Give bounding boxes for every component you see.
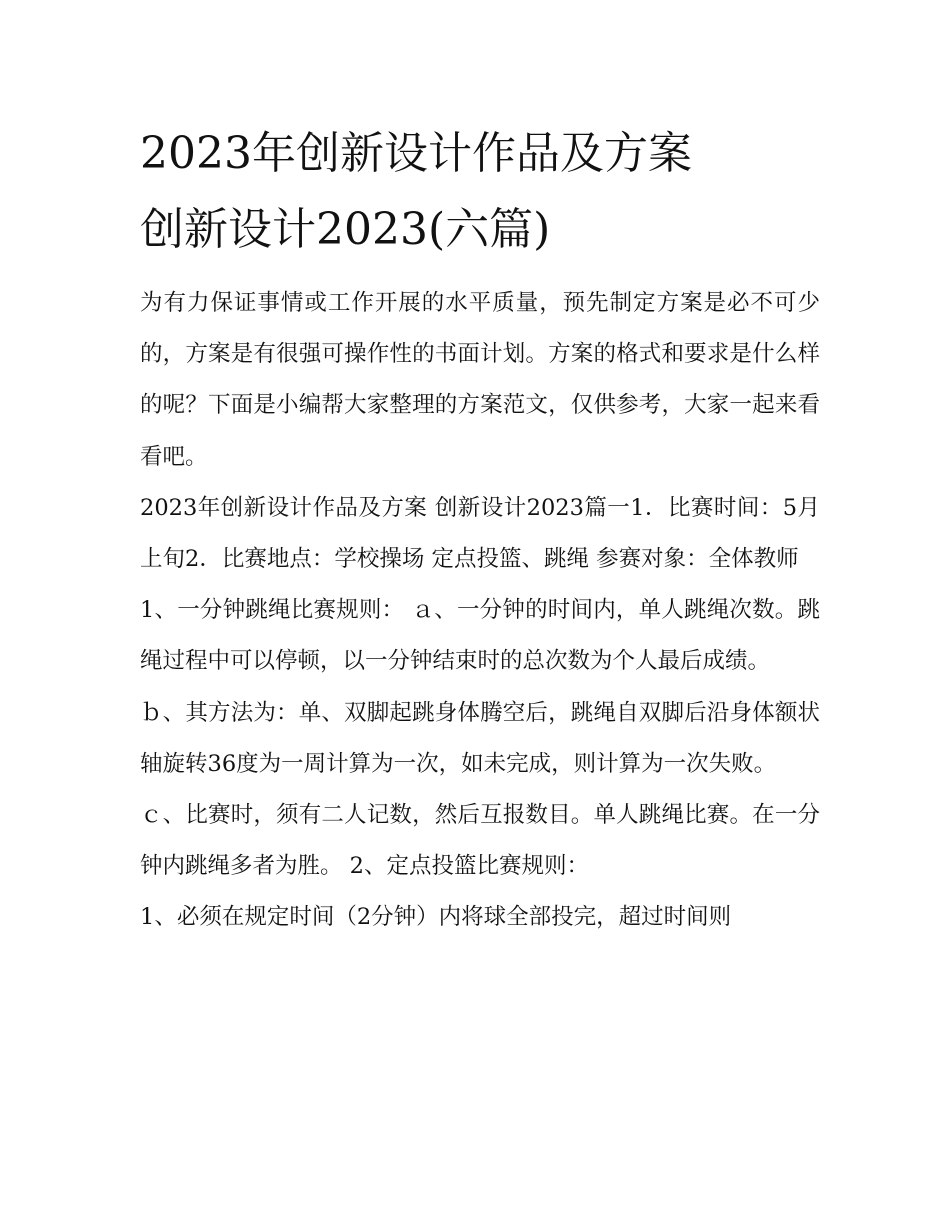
title-line-2: 创新设计2023(六篇) <box>140 204 551 255</box>
document-body <box>140 278 820 944</box>
paragraph-rope-rule-a: 1、一分钟跳绳比赛规则： ａ、一分钟的时间内，单人跳绳次数。跳绳过程中可以停顿，以一分钟结束时的总次数为个人最后成绩。 <box>140 597 820 675</box>
paragraph-rope-rule-c: ｃ、比赛时，须有二人记数，然后互报数目。单人跳绳比赛。在一分钟内跳绳多者为胜。 2、定点投篮比赛规则： <box>140 802 820 880</box>
paragraph-shooting-rule-1: 1、必须在规定时间（2分钟）内将球全部投完，超过时间则 <box>140 904 732 931</box>
paragraph-intro: 为有力保证事情或工作开展的水平质量，预先制定方案是必不可少的，方案是有很强可操作性的书面计划。方案的格式和要求是什么样的呢？下面是小编帮大家整理的方案范文，仅供参考，大家一起来看看吧。 <box>140 290 820 470</box>
paragraph-rope-rule-b: ｂ、其方法为：单、双脚起跳身体腾空后，跳绳自双脚后沿身体额状轴旋转36度为一周计算为一次，如未完成，则计算为一次失败。 <box>140 699 820 777</box>
document-title <box>140 116 820 268</box>
document-page <box>140 116 820 944</box>
title-line-1: 2023年创新设计作品及方案 <box>140 128 692 179</box>
paragraph-section-one: 2023年创新设计作品及方案 创新设计2023篇一1．比赛时间：5月上旬2．比赛地点：学校操场 定点投篮、跳绳 参赛对象：全体教师 <box>140 494 820 573</box>
